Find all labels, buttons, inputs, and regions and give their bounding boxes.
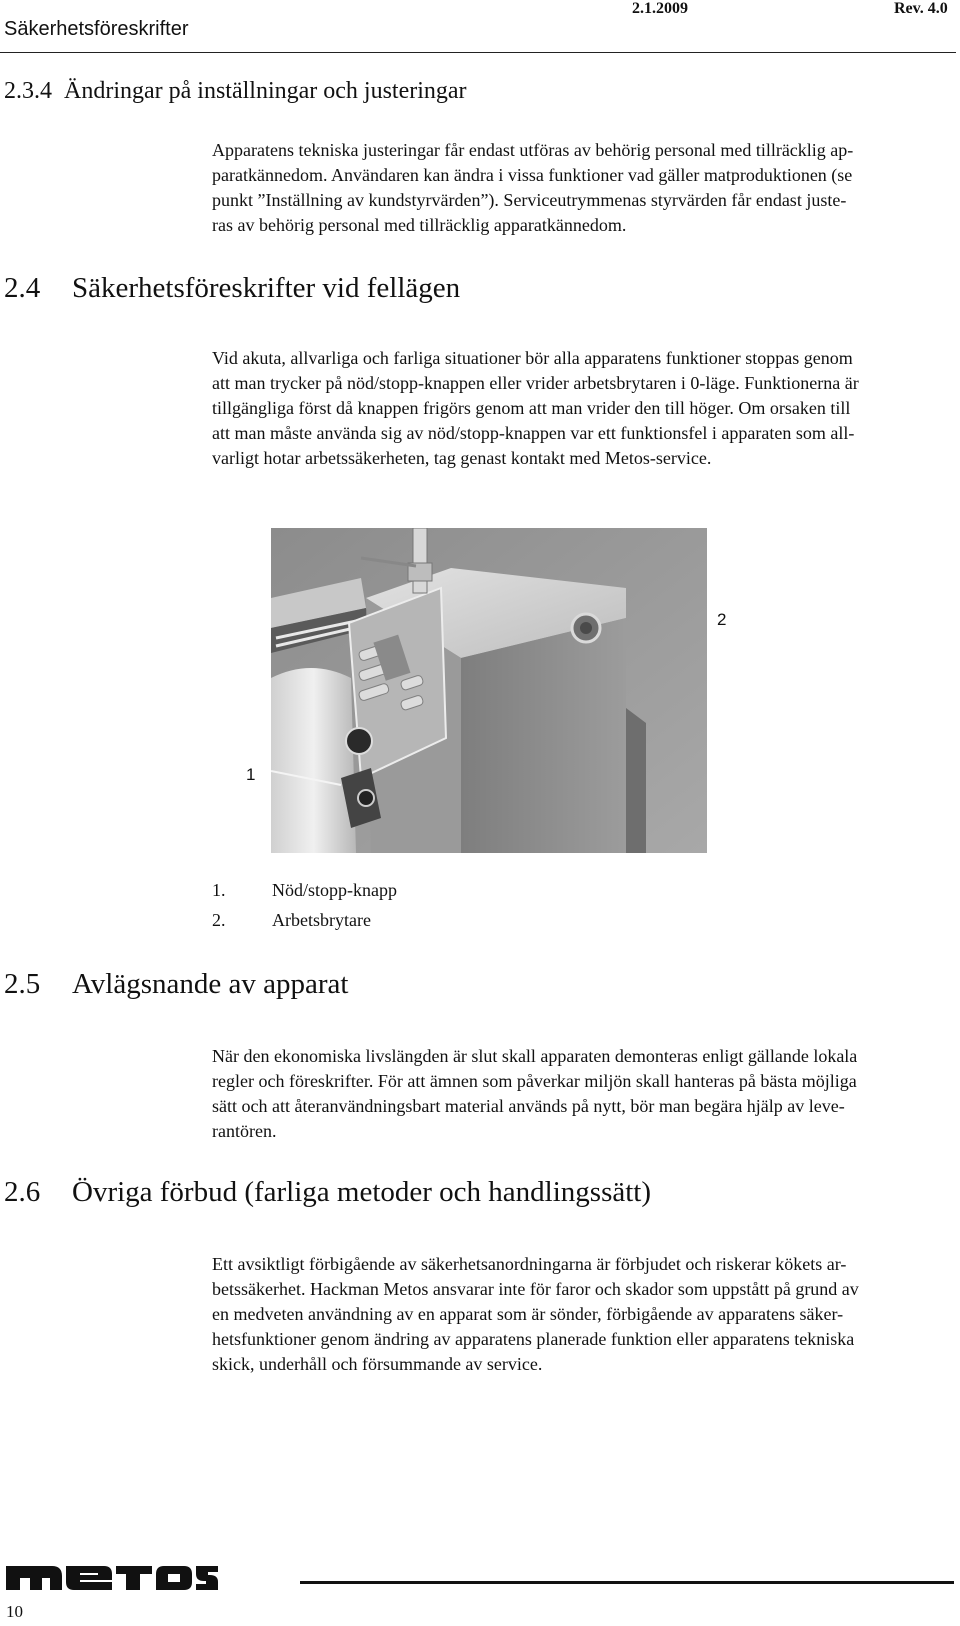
section-title: Ändringar på inställningar och justeringar <box>64 78 467 104</box>
paragraph-2-3-4 <box>212 138 954 238</box>
text-line: Vid akuta, allvarliga och farliga situationer bör alla apparatens funktioner stoppas genom <box>212 348 853 368</box>
caption-item <box>212 880 397 901</box>
text-line: att man trycker på nöd/stopp-knappen eller vrider arbetsbrytaren i 0-läge. Funktionerna är <box>212 373 859 393</box>
paragraph-2-5 <box>212 1044 954 1144</box>
caption-text: Arbetsbrytare <box>272 910 371 930</box>
machine-illustration <box>271 528 707 853</box>
section-number: 2.5 <box>4 968 41 1000</box>
text-line: betssäkerhet. Hackman Metos ansvarar inte för faror och skador som uppstått på grund av <box>212 1279 859 1299</box>
section-title: Säkerhetsföreskrifter vid fellägen <box>72 272 461 304</box>
running-header-title: Säkerhetsföreskrifter <box>4 18 189 40</box>
text-line: regler och föreskrifter. För att ämnen som påverkar miljön skall hanteras på bästa möjliga <box>212 1071 857 1091</box>
text-line: Apparatens tekniska justeringar får endast utföras av behörig personal med tillräcklig ap- <box>212 140 854 160</box>
text-line: paratkännedom. Användaren kan ändra i vissa funktioner vad gäller matproduktionen (se <box>212 165 853 185</box>
text-line: att man måste använda sig av nöd/stopp-knappen var ett funktionsfel i apparaten som all- <box>212 423 855 443</box>
footer-divider <box>300 1581 954 1584</box>
caption-text: Nöd/stopp-knapp <box>272 880 397 900</box>
metos-logo <box>4 1562 220 1597</box>
text-line: ras av behörig personal med tillräcklig apparatkännedom. <box>212 215 627 235</box>
text-line: När den ekonomiska livslängden är slut skall apparaten demonteras enligt gällande lokala <box>212 1046 858 1066</box>
text-line: sätt och att återanvändningsbart material används på nytt, bör man begära hjälp av leve- <box>212 1096 845 1116</box>
section-heading-2-5 <box>4 968 348 1001</box>
section-number: 2.6 <box>4 1176 41 1208</box>
text-line: hetsfunktioner genom ändring av apparatens planerade funktion eller apparatens tekniska <box>212 1329 855 1349</box>
paragraph-2-6 <box>212 1252 954 1377</box>
text-line: skick, underhåll och försummande av service. <box>212 1354 543 1374</box>
caption-number: 1. <box>212 880 226 900</box>
section-heading-2-4 <box>4 272 460 305</box>
machine-photo <box>271 528 707 853</box>
caption-item <box>212 910 371 931</box>
figure-label-1: 1 <box>246 765 256 784</box>
header-date: 2.1.2009 <box>632 0 688 17</box>
page-number: 10 <box>6 1602 23 1621</box>
header-divider <box>0 52 956 53</box>
metos-logo-graphic <box>4 1562 220 1592</box>
section-heading-2-6 <box>4 1176 651 1209</box>
section-number: 2.3.4 <box>4 78 52 104</box>
header-revision: Rev. 4.0 <box>894 0 948 17</box>
section-title: Övriga förbud (farliga metoder och handlingssätt) <box>72 1176 652 1208</box>
text-line: Ett avsiktligt förbigående av säkerhetsanordningarna är förbjudet och riskerar kökets ar- <box>212 1254 847 1274</box>
text-line: en medveten användning av en apparat som är sönder, förbigående av apparatens säker- <box>212 1304 844 1324</box>
figure-label-2: 2 <box>717 610 727 629</box>
section-number: 2.4 <box>4 272 41 304</box>
paragraph-2-4 <box>212 346 954 471</box>
section-heading-2-3-4 <box>4 78 467 105</box>
section-title: Avlägsnande av apparat <box>72 968 349 1000</box>
text-line: punkt ”Inställning av kundstyrvärden”). Serviceutrymmenas styrvärden får endast juste- <box>212 190 847 210</box>
text-line: rantören. <box>212 1121 277 1141</box>
caption-number: 2. <box>212 910 226 930</box>
text-line: tillgängliga först då knappen frigörs genom att man vrider den till höger. Om orsaken till <box>212 398 851 418</box>
text-line: varligt hotar arbetssäkerheten, tag genast kontakt med Metos-service. <box>212 448 712 468</box>
